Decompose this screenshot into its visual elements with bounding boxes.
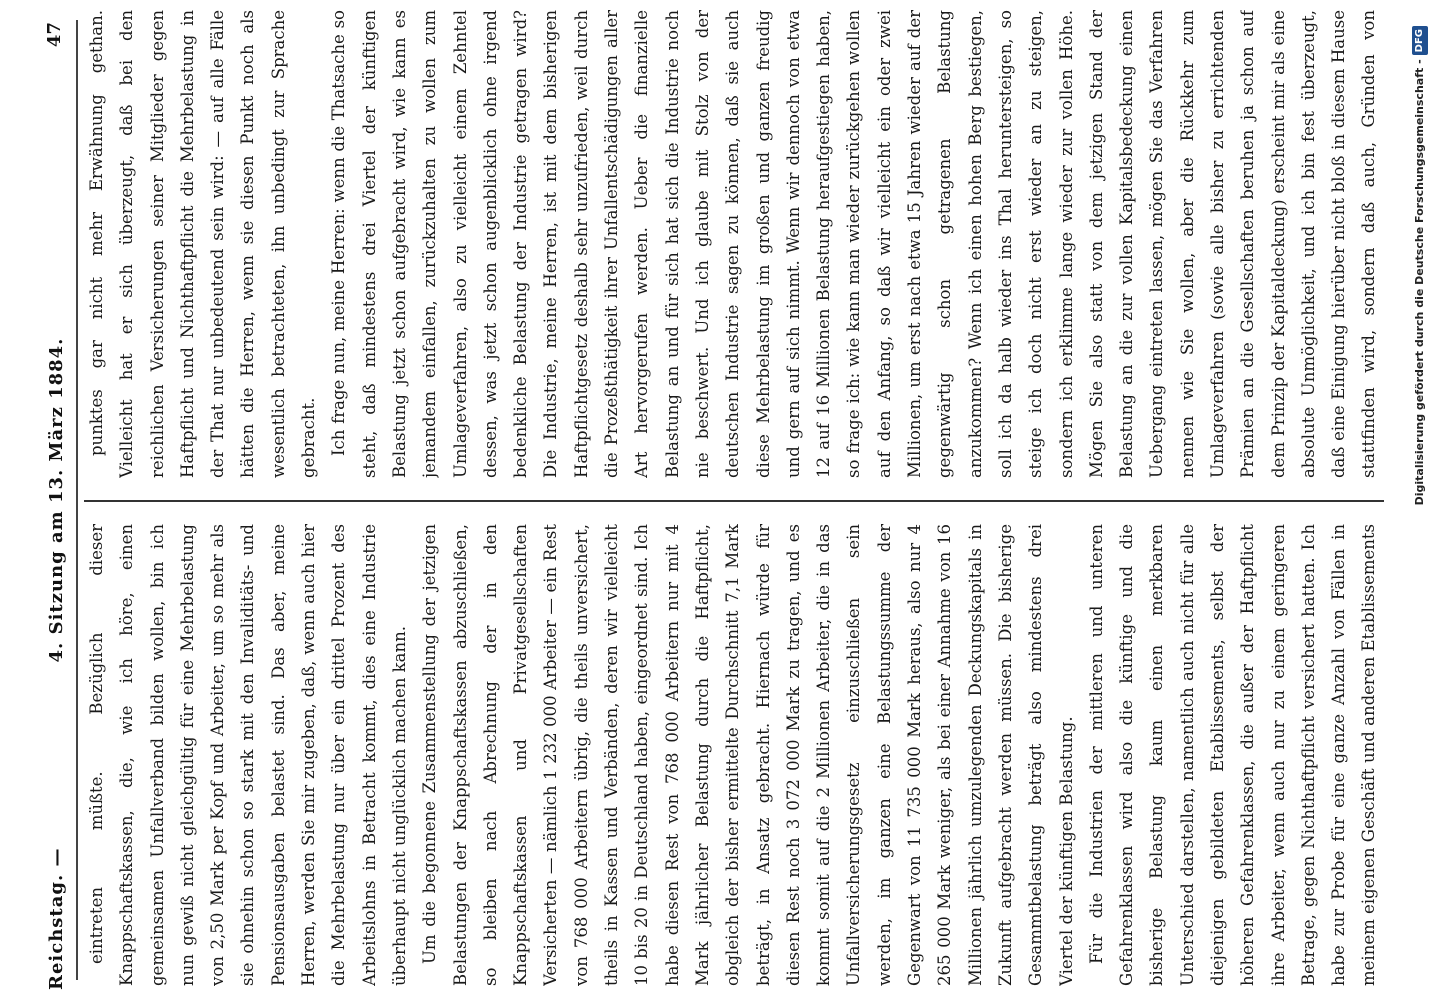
text-column-left xyxy=(82,524,1382,986)
header-running-title: Reichstag. — xyxy=(46,847,67,990)
page-header xyxy=(18,10,78,990)
header-rule xyxy=(76,20,78,980)
digitization-attribution xyxy=(1407,6,1431,996)
column-divider xyxy=(84,501,1384,503)
paragraph: Um die begonnene Zusammenstellung der jetzigen Belastungen der Knappschaftskassen abzuschließen, so bleiben nach Abrechnung der in den Knappschaftskassen und Privatgesellschaften Versicherten — nämlich 1 232 000 Arbeiter — ein Rest von 768 000 Arbeitern übrig, die theils unversichert, theils in Kassen und Verbänden, deren wir vielleicht 10 bis 20 in Deutschland haben, eingeordnet sind. Ich habe diesen Rest von 768 000 Arbeitern nur mit 4 Mark jährlicher Belastung durch die Haftpflicht, obgleich der bisher ermittelte Durchschnitt 7,1 Mark beträgt, in Ansatz gebracht. Hiernach würde für diesen Rest noch 3 072 000 Mark zu tragen, und es kommt somit auf die 2 Millionen Arbeiter, die in das Unfallversicherungsgesetz einzuschließen sein werden, im ganzen eine Belastungssumme der Gegenwart von 11 735 000 Mark heraus, also nur 4 265 000 Mark weniger, als bei einer Annahme von 16 Millionen jährlich umzulegenden Deckungskapitals in Zukunft aufgebracht werden müssen. Die bisherige Gesammtbelastung beträgt also mindestens drei Viertel der künftigen Belastung. xyxy=(420,524,1076,986)
text-column-right xyxy=(82,10,1382,478)
paragraph: punktes gar nicht mehr Erwähnung gethan. Vielleicht hat er sich überzeugt, daß bei den reichlichen Versicherungen seiner Mitglieder gegen Haftpflicht und Nichthaftpflicht die Mehrbelastung in der That nur unbedeutend sein wird: — auf alle Fälle hätten die Herren, wenn sie diesen Punkt noch als wesentlich betrachteten, ihn unbedingt zur Sprache gebracht. xyxy=(87,10,319,478)
header-session-date: 4. Sitzung am 13. März 1884. xyxy=(46,337,67,663)
paragraph: eintreten müßte. Bezüglich dieser Knappschaftskassen, die, wie ich höre, einen gemeinsamen Unfallverband bilden wollen, bin ich nun gewiß nicht gleichgültig für eine Mehrbelastung von 2,50 Mark per Kopf und Arbeiter, um so mehr als sie ohnehin schon so stark mit den Invaliditäts- und Pensionsausgaben belastet sind. Das aber, meine Herren, werden Sie mir zugeben, daß, wenn auch hier die Mehrbelastung nur über ein drittel Prozent des Arbeitslohns in Betracht kommt, dies eine Industrie überhaupt nicht unglücklich machen kann. xyxy=(87,524,409,986)
dfg-logo: DFG xyxy=(1412,26,1428,55)
attribution-label: Digitalisierung gefördert durch die Deutsche Forschungsgemeinschaft - xyxy=(1413,59,1426,506)
paragraph: Für die Industrien der mittleren und unteren Gefahrenklassen wird also die künftige und die bisherige Belastung kaum einen merkbaren Unterschied darstellen, namentlich auch nicht für alle diejenigen gebildeten Etablissements, selbst der höheren Gefahrenklassen, die außer der Haftpflicht ihre Arbeiter, wenn auch nur zu einem geringeren Betrage, gegen Nichthaftpflicht versichert hatten. Ich habe zur Probe für eine ganze Anzahl von Fällen in meinem eigenen Geschäft und anderen Etablissements xyxy=(1086,524,1379,986)
attribution-text xyxy=(1409,26,1431,986)
paragraph: Ich frage nun, meine Herren: wenn die Thatsache so steht, daß mindestens drei Viertel der künftigen Belastung jetzt schon aufgebracht wird, wie kann es jemandem einfallen, zurückzuhalten zu wollen zum Umlageverfahren, also zu vielleicht einem Zehntel dessen, was jetzt schon augenblicklich ohne irgend bedenkliche Belastung der Industrie getragen wird? Die Industrie, meine Herren, ist mit dem bisherigen Haftpflichtgesetz deshalb sehr unzufrieden, weil durch die Prozeßthätigkeit ihrer Unfallentschädigungen aller Art hervorgerufen werden. Ueber die finanzielle Belastung an und für sich hat sich die Industrie noch nie beschwert. Und ich glaube mit Stolz von der deutschen Industrie sagen zu können, daß sie auch diese Mehrbelastung im großen und ganzen freudig und gern auf sich nimmt. Wenn wir dennoch von etwa 12 auf 16 Millionen Belastung heraufgestiegen haben, so frage ich: wie kann man wieder zurückgehen wollen auf den Anfang, so daß wir vielleicht ein oder zwei Millionen, um erst nach etwa 15 Jahren wieder auf der gegenwärtig schon getragenen Belastung anzukommen? Wenn ich einen hohen Berg bestiegen, soll ich da halb wieder ins Thal heruntersteigen, so steige ich doch nicht erst wieder an zu steigen, sondern ich erklimme lange wieder zur vollen Höhe. Mögen Sie also statt von dem jetzigen Stand der Belastung an die zur vollen Kapitalsbedeckung einen Uebergang eintreten lassen, mögen Sie das Verfahren nennen wie Sie wollen, aber die Rückkehr zum Umlageverfahren (sowie alle bisher zu errichtenden Prämien an die Gesellschaften beruhen ja schon auf dem Prinzip der Kapitaldeckung) erscheint mir als eine absolute Unmöglichkeit, und ich bin fest überzeugt, daß eine Einigung hierüber nicht bloß in diesem Hause stattfinden wird, sondern daß auch, Gründen von xyxy=(329,10,1379,478)
page-number: 47 xyxy=(44,22,65,48)
